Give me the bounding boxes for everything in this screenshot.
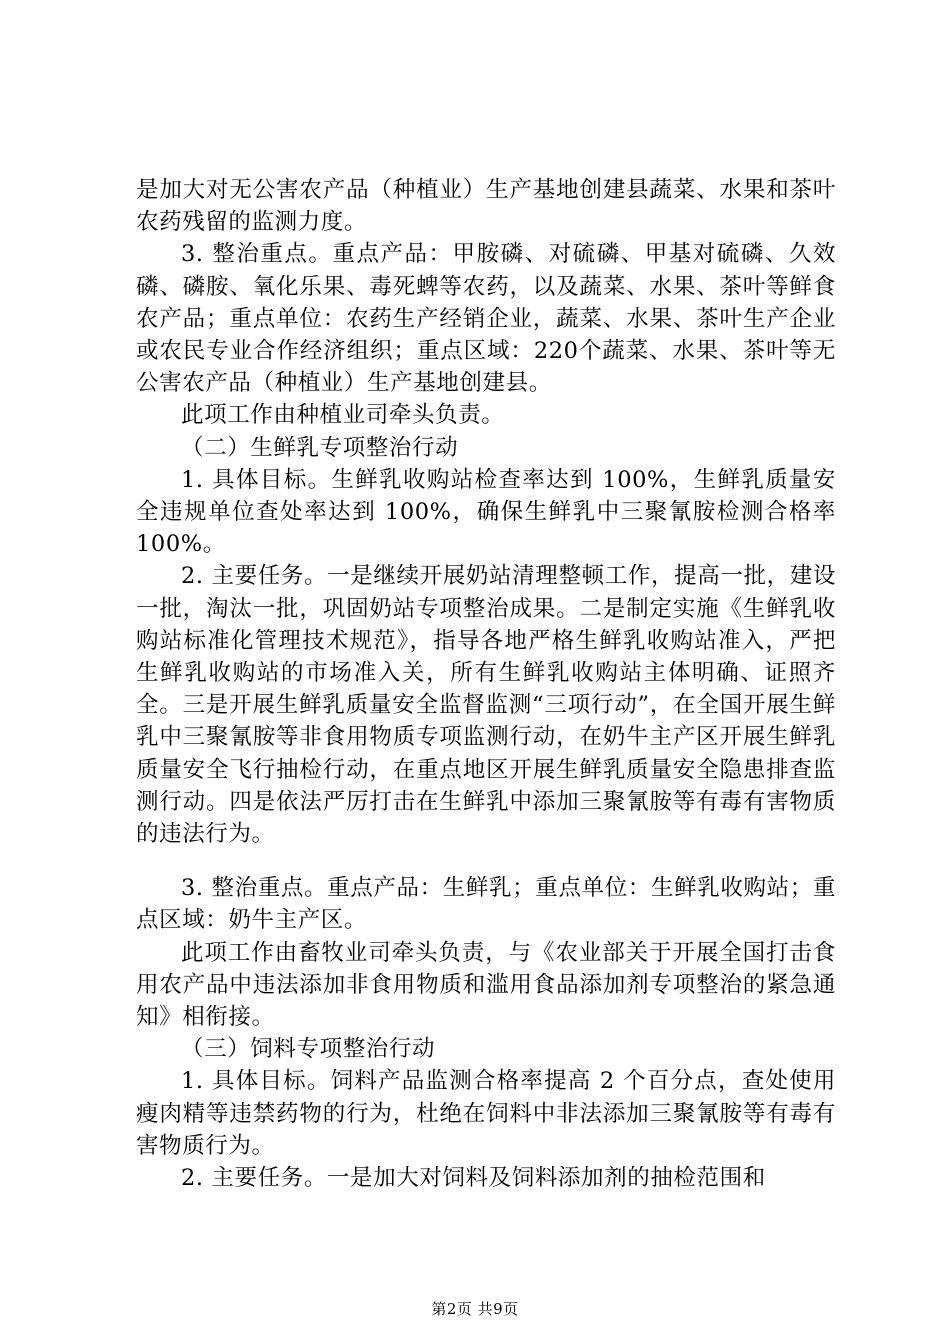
paragraph-milk-focus: 3. 整治重点。重点产品：生鲜乳；重点单位：生鲜乳收购站；重点区域：奶牛主产区。 (136, 875, 836, 934)
paragraph-milk-targets: 1. 具体目标。生鲜乳收购站检查率达到 100%，生鲜乳质量安全违规单位查处率达到 100%，确保生鲜乳中三聚氰胺检测合格率 100%。 (136, 466, 836, 558)
paragraph-planting-responsible: 此项工作由种植业司牵头负责。 (181, 402, 505, 429)
paragraph-continuation: 是加大对无公害农产品（种植业）生产基地创建县蔬菜、水果和茶叶农药残留的监测力度。 (136, 177, 836, 236)
paragraph-feed-tasks: 2. 主要任务。一是加大对饲料及饲料添加剂的抽检范围和 (181, 1165, 766, 1192)
paragraph-feed-targets: 1. 具体目标。饲料产品监测合格率提高 2 个百分点，查处使用瘦肉精等违禁药物的行为，杜绝在饲料中非法添加三聚氰胺等有毒有害物质行为。 (136, 1068, 836, 1159)
section-heading-feed: （三）饲料专项整治行动 (181, 1036, 436, 1063)
paragraph-milk-responsible: 此项工作由畜牧业司牵头负责，与《农业部关于开展全国打击食用农产品中违法添加非食用物质和滥用食品添加剂专项整治的紧急通知》相衔接。 (136, 939, 836, 1031)
page-number-footer: 第2页 共9页 (431, 1300, 519, 1318)
paragraph-planting-focus: 3. 整治重点。重点产品：甲胺磷、对硫磷、甲基对硫磷、久效磷、磷胺、氧化乐果、毒死蜱等农药，以及蔬菜、水果、茶叶等鲜食农产品；重点单位：农药生产经销企业，蔬菜、水果、茶叶生产企业或农民专业合作经济组织；重点区域：220个蔬菜、水果、茶叶等无公害农产品（种植业）生产基地创建县。 (136, 241, 836, 397)
paragraph-milk-tasks: 2. 主要任务。一是继续开展奶站清理整顿工作，提高一批，建设一批，淘汰一批，巩固奶站专项整治成果。二是制定实施《生鲜乳收购站标准化管理技术规范》，指导各地严格生鲜乳收购站准入，严把生鲜乳收购站的市场准入关，所有生鲜乳收购站主体明确、证照齐全。三是开展生鲜乳质量安全监督监测“三项行动”，在全国开展生鲜乳中三聚氰胺等非食用物质专项监测行动，在奶牛主产区开展生鲜乳质量安全飞行抽检行动，在重点地区开展生鲜乳质量安全隐患排查监测行动。四是依法严厉打击在生鲜乳中添加三聚氰胺等有毒有害物质的违法行为。 (136, 563, 836, 848)
document-body (136, 174, 836, 1194)
section-heading-raw-milk: （二）生鲜乳专项整治行动 (181, 434, 459, 461)
